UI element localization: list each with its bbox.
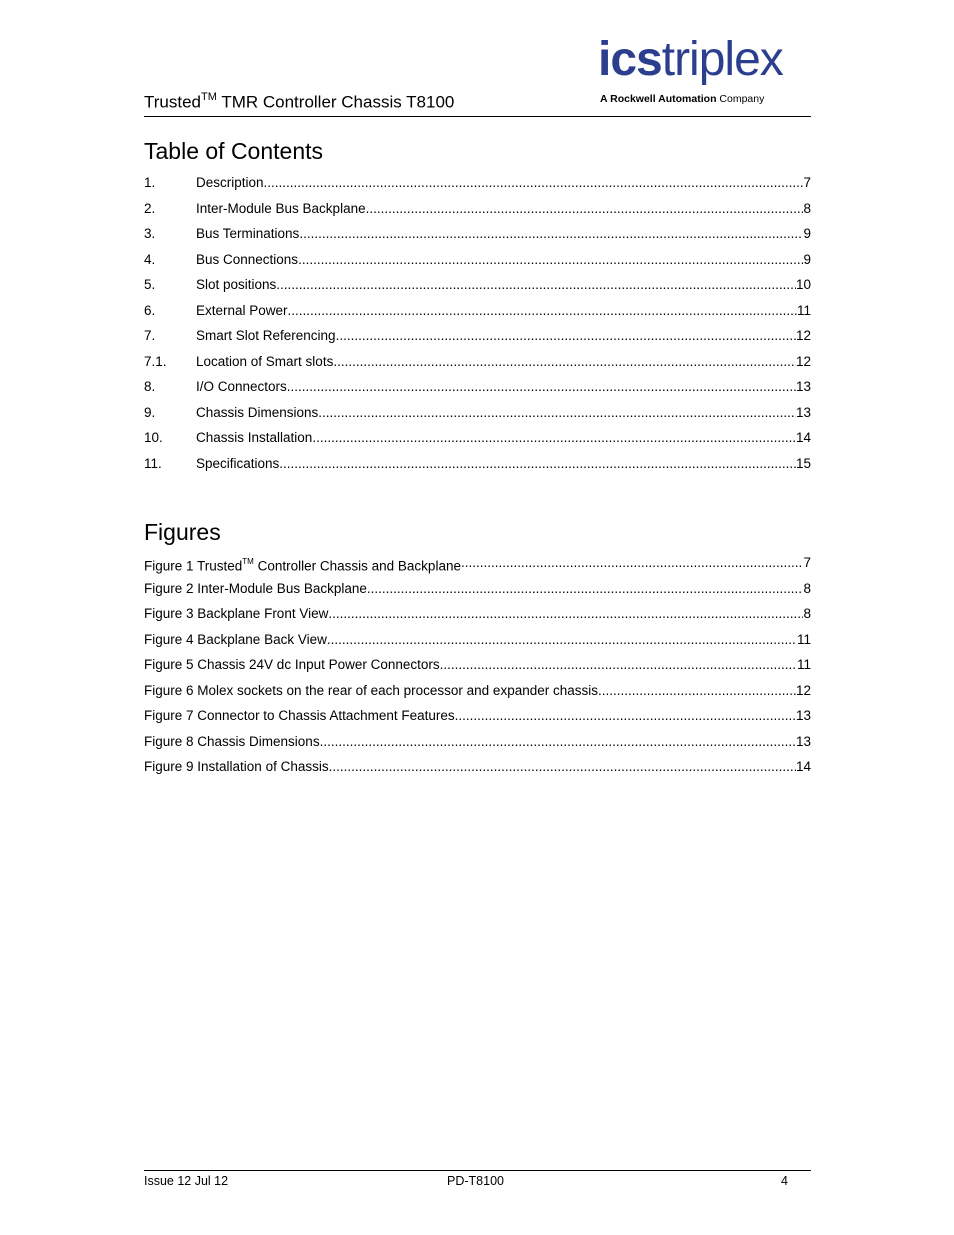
toc-text: Bus Connections bbox=[196, 251, 299, 267]
toc-text: External Power bbox=[196, 302, 288, 318]
footer-page-number: 4 bbox=[781, 1174, 788, 1188]
toc-entry[interactable] bbox=[144, 302, 811, 328]
toc-text: Slot positions bbox=[196, 277, 277, 292]
figure-text: Figure 2 Inter-Module Bus Backplane bbox=[144, 580, 367, 596]
toc-heading: Table of Contents bbox=[144, 138, 324, 164]
toc-number: 3. bbox=[144, 226, 156, 241]
toc-number: 6. bbox=[144, 302, 156, 318]
toc-entry[interactable] bbox=[144, 378, 811, 404]
logo-wordmark bbox=[598, 33, 783, 86]
dot-leader bbox=[461, 554, 804, 576]
toc-text: Bus Terminations bbox=[196, 226, 300, 241]
toc-page: 15 bbox=[795, 455, 811, 471]
figure-page: 8 bbox=[803, 606, 811, 621]
toc-entry[interactable] bbox=[144, 225, 811, 251]
toc-entry[interactable] bbox=[144, 276, 811, 302]
figure-page: 13 bbox=[795, 733, 811, 749]
trademark-sup: TM bbox=[201, 91, 217, 103]
dot-leader bbox=[299, 225, 803, 243]
toc-text: Chassis Dimensions bbox=[196, 404, 319, 420]
figure-page: 14 bbox=[795, 759, 811, 774]
toc-text: Chassis Installation bbox=[196, 430, 313, 445]
figure-page: 11 bbox=[796, 631, 811, 647]
dot-leader bbox=[264, 174, 804, 192]
toc-text: Specifications bbox=[196, 455, 280, 471]
title-prefix: Trusted bbox=[144, 92, 202, 112]
toc-text: Description bbox=[196, 175, 264, 190]
figure-entry[interactable] bbox=[144, 758, 811, 784]
figure-text: Figure 4 Backplane Back View bbox=[144, 631, 327, 647]
dot-leader bbox=[298, 251, 803, 269]
toc-page: 8 bbox=[803, 200, 811, 216]
dot-leader bbox=[366, 200, 804, 218]
figure-page: 12 bbox=[795, 682, 811, 698]
figure-entry[interactable] bbox=[144, 580, 811, 606]
dot-leader bbox=[276, 276, 796, 294]
dot-leader bbox=[327, 631, 797, 649]
toc-entry[interactable] bbox=[144, 200, 811, 226]
trademark-sup: TM bbox=[242, 557, 254, 566]
toc-page: 9 bbox=[803, 226, 811, 241]
figure-entry[interactable] bbox=[144, 554, 811, 580]
footer-doc-id: PD-T8100 bbox=[447, 1174, 504, 1188]
toc-text: Smart Slot Referencing bbox=[196, 328, 336, 343]
toc-entry[interactable] bbox=[144, 251, 811, 277]
toc-page: 10 bbox=[795, 277, 811, 292]
dot-leader bbox=[328, 605, 803, 623]
dot-leader bbox=[279, 455, 796, 473]
header-rule bbox=[144, 116, 811, 117]
toc-number: 8. bbox=[144, 379, 156, 394]
toc-number: 2. bbox=[144, 200, 156, 216]
figures-list bbox=[144, 554, 811, 784]
figures-heading: Figures bbox=[144, 519, 221, 545]
logo-triplex: triplex bbox=[661, 33, 783, 86]
toc-entry[interactable] bbox=[144, 429, 811, 455]
dot-leader bbox=[288, 302, 797, 320]
toc-page: 12 bbox=[795, 328, 811, 343]
logo-tagline-company: Company bbox=[719, 93, 765, 105]
toc-page: 7 bbox=[803, 175, 811, 190]
toc-page: 9 bbox=[803, 251, 811, 267]
document-title bbox=[144, 92, 454, 113]
figure-entry[interactable] bbox=[144, 707, 811, 733]
dot-leader bbox=[598, 682, 796, 700]
toc-number: 10. bbox=[144, 430, 163, 445]
figure-text: Figure 7 Connector to Chassis Attachment Features bbox=[144, 708, 455, 723]
figure-page: 7 bbox=[803, 555, 811, 570]
dot-leader bbox=[333, 353, 796, 371]
toc-page: 12 bbox=[795, 353, 811, 369]
ics-triplex-logo bbox=[598, 33, 812, 110]
toc-entry[interactable] bbox=[144, 455, 811, 481]
toc-entry[interactable] bbox=[144, 353, 811, 379]
toc-entry[interactable] bbox=[144, 174, 811, 200]
toc-number: 4. bbox=[144, 251, 156, 267]
dot-leader bbox=[336, 327, 796, 345]
figure-page: 13 bbox=[795, 708, 811, 723]
figure-entry[interactable] bbox=[144, 631, 811, 657]
toc-text: Inter-Module Bus Backplane bbox=[196, 200, 366, 216]
figure-text: Figure 5 Chassis 24V dc Input Power Connectors bbox=[144, 657, 440, 672]
toc-page: 13 bbox=[795, 379, 811, 394]
dot-leader bbox=[329, 758, 796, 776]
figure-text: Figure 8 Chassis Dimensions bbox=[144, 733, 320, 749]
dot-leader bbox=[318, 404, 796, 422]
figure-page: 11 bbox=[796, 657, 811, 672]
toc-number: 7.1. bbox=[144, 353, 167, 369]
title-rest: TMR Controller Chassis T8100 bbox=[216, 92, 455, 112]
toc-entry[interactable] bbox=[144, 327, 811, 353]
toc-number: 1. bbox=[144, 175, 156, 190]
logo-ics: ics bbox=[598, 33, 662, 86]
dot-leader bbox=[367, 580, 804, 598]
dot-leader bbox=[440, 656, 797, 674]
toc-page: 14 bbox=[795, 430, 811, 445]
toc-number: 9. bbox=[144, 404, 156, 420]
toc-text: Location of Smart slots bbox=[196, 353, 334, 369]
figure-entry[interactable] bbox=[144, 656, 811, 682]
toc-number: 5. bbox=[144, 277, 156, 292]
footer-issue: Issue 12 Jul 12 bbox=[144, 1174, 229, 1188]
figure-entry[interactable] bbox=[144, 733, 811, 759]
footer-rule bbox=[144, 1170, 811, 1171]
toc-page: 11 bbox=[796, 302, 811, 318]
dot-leader bbox=[455, 707, 796, 725]
dot-leader bbox=[320, 733, 796, 751]
toc-number: 7. bbox=[144, 328, 156, 343]
toc-page: 13 bbox=[795, 404, 811, 420]
toc-entry[interactable] bbox=[144, 404, 811, 430]
figure-page: 8 bbox=[803, 580, 811, 596]
figure-entry[interactable] bbox=[144, 605, 811, 631]
logo-tagline-main: A Rockwell Automation bbox=[600, 93, 717, 105]
logo-tagline bbox=[600, 93, 764, 105]
dot-leader bbox=[312, 429, 796, 447]
toc-number: 11. bbox=[144, 455, 162, 471]
figure-text: Figure 6 Molex sockets on the rear of each processor and expander chassis bbox=[144, 682, 598, 698]
figure-text: Figure 9 Installation of Chassis bbox=[144, 759, 329, 774]
toc-text: I/O Connectors bbox=[196, 379, 287, 394]
figure-text: Figure 3 Backplane Front View bbox=[144, 606, 329, 621]
figure-entry[interactable] bbox=[144, 682, 811, 708]
figure-text: Figure 1 Trusted™ Controller Chassis and Backplane bbox=[144, 557, 461, 574]
toc-list bbox=[144, 174, 811, 480]
dot-leader bbox=[287, 378, 796, 396]
